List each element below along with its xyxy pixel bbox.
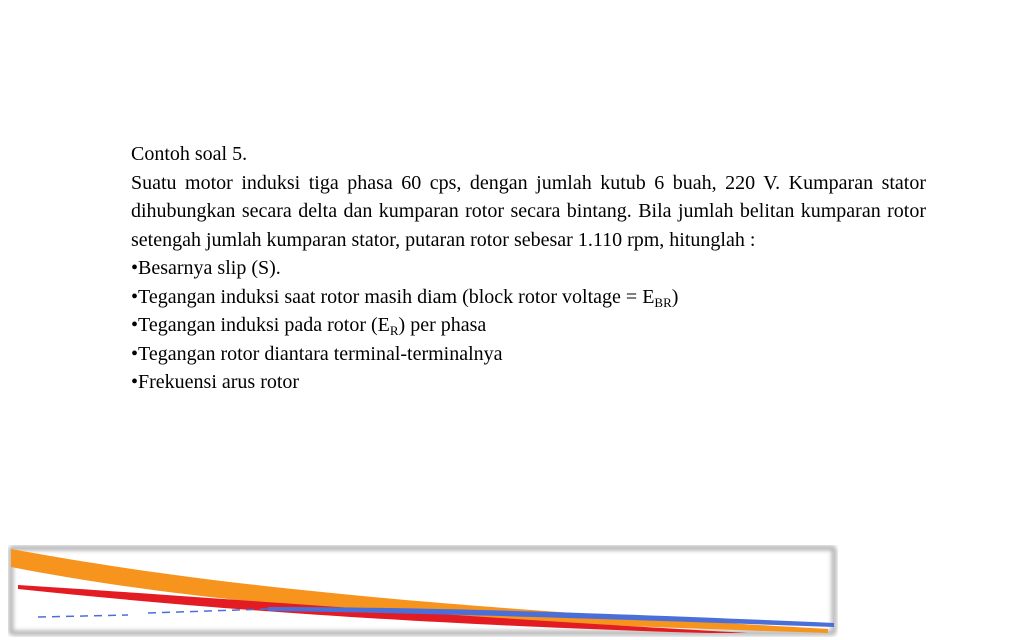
question-item: •Tegangan rotor diantara terminal-terminalnya <box>131 342 503 365</box>
question-item: •Besarnya slip (S). <box>131 257 281 279</box>
decorative-wave-banner <box>8 545 838 637</box>
question-item: •Tegangan induksi saat rotor masih diam (block rotor voltage = $E_{BR}$) <box>131 285 679 310</box>
example-title: Contoh soal 5. <box>131 143 248 165</box>
slide-content <box>131 140 926 397</box>
problem-statement: Suatu motor induksi tiga phasa 60 cps, dengan jumlah kutub 6 buah, 220 V. Kumparan stator dihubungkan secara delta dan kumparan rotor secara bintang. Bila jumlah belitan kumparan rotor setengah jumlah kumparan stator, putaran rotor sebesar 1.110 rpm, hitunglah : <box>131 171 926 251</box>
question-item: •Tegangan induksi pada rotor $(E_R)$ per phasa <box>131 314 487 338</box>
question-item: •Frekuensi arus rotor <box>131 371 300 393</box>
question-list <box>131 254 926 397</box>
blue-dashed-line <box>38 609 268 617</box>
